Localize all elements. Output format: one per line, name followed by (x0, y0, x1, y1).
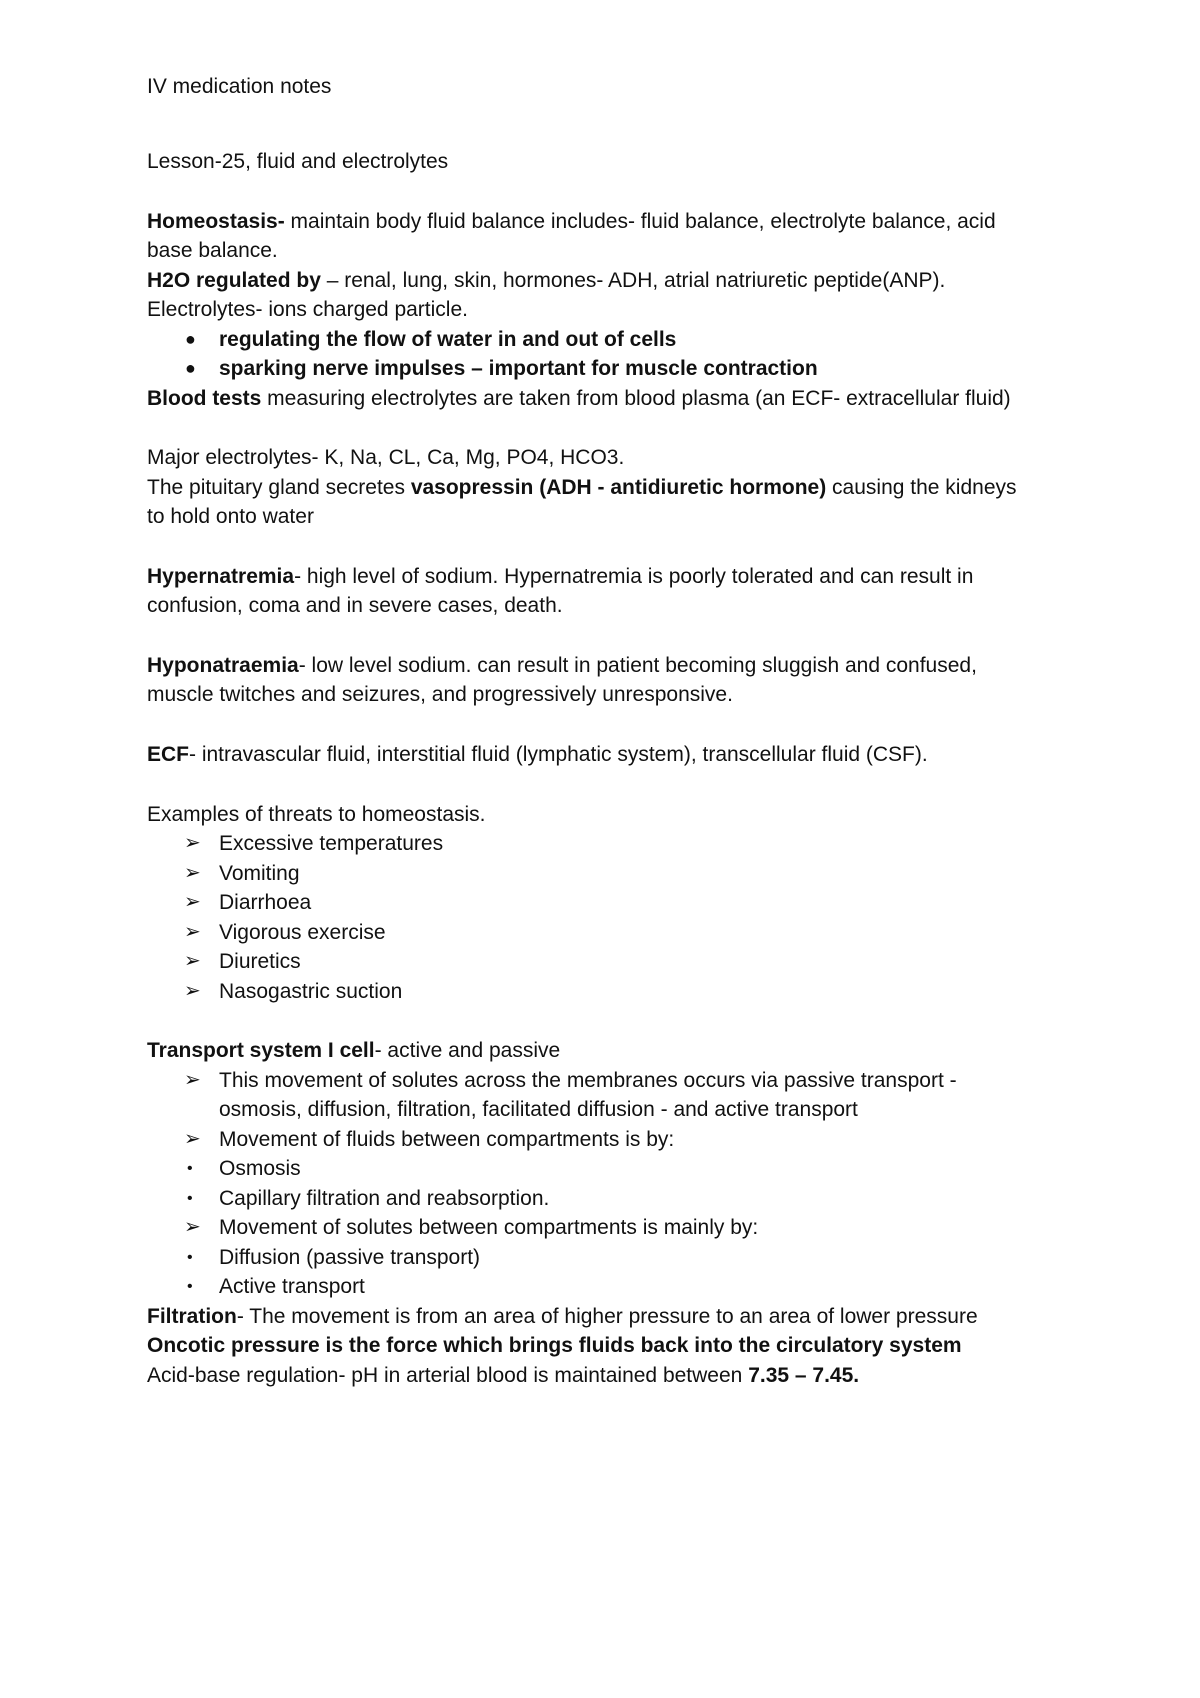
hypernatremia-text: - high level of sodium. Hypernatremia is poorly tolerated and can result in (294, 565, 974, 588)
h2o-term: H2O regulated by (147, 269, 321, 292)
pituitary-pre: The pituitary gland secretes (147, 476, 411, 499)
small-bullet-icon: • (187, 1278, 193, 1295)
acid-base-range: 7.35 – 7.45. (748, 1364, 860, 1387)
arrow-bullet-icon: ➢ (184, 950, 201, 972)
homeostasis-line-2: base balance. (147, 239, 278, 262)
arrow-bullet-icon: ➢ (184, 832, 201, 854)
transport-item-2: Movement of fluids between compartments is by: (219, 1128, 675, 1151)
threat-item: Vomiting (219, 862, 300, 885)
filtration-term: Filtration (147, 1305, 237, 1328)
oncotic-line: Oncotic pressure is the force which brings fluids back into the circulatory system (147, 1334, 962, 1357)
doc-title: IV medication notes (147, 75, 332, 98)
transport-line (147, 1036, 560, 1066)
electrolytes-line: Electrolytes- ions charged particle. (147, 298, 468, 321)
hypernatremia-line-1 (147, 562, 973, 592)
transport-item-1b: osmosis, diffusion, filtration, facilitated diffusion - and active transport (219, 1098, 858, 1121)
homeostasis-term: Homeostasis- (147, 210, 285, 233)
threat-item: Diarrhoea (219, 891, 312, 914)
sub-item: Capillary filtration and reabsorption. (219, 1187, 550, 1210)
ecf-text: - intravascular fluid, interstitial fluid (lymphatic system), transcellular fluid (CSF). (189, 743, 928, 766)
hypernatremia-term: Hypernatremia (147, 565, 295, 588)
acid-base-line (147, 1361, 859, 1391)
sub-item: Active transport (219, 1275, 365, 1298)
filtration-line (147, 1302, 978, 1332)
hyponatraemia-line-1 (147, 651, 977, 681)
threats-intro: Examples of threats to homeostasis. (147, 803, 486, 826)
blood-tests-line (147, 384, 1011, 414)
sub-item: Osmosis (219, 1157, 301, 1180)
bullet-dot-icon: ● (185, 329, 196, 349)
arrow-bullet-icon: ➢ (184, 862, 201, 884)
arrow-bullet-icon: ➢ (184, 1216, 201, 1238)
lesson-heading: Lesson-25, fluid and electrolytes (147, 150, 449, 173)
arrow-bullet-icon: ➢ (184, 1128, 201, 1150)
transport-text: - active and passive (374, 1039, 561, 1062)
hypernatremia-line-2: confusion, coma and in severe cases, death. (147, 594, 563, 617)
threat-item: Vigorous exercise (219, 921, 386, 944)
blood-tests-term: Blood tests (147, 387, 262, 410)
arrow-bullet-icon: ➢ (184, 921, 201, 943)
bullet-item: sparking nerve impulses – important for muscle contraction (219, 357, 818, 380)
pituitary-line-2: to hold onto water (147, 505, 314, 528)
ecf-term: ECF (147, 743, 189, 766)
sub-item: Diffusion (passive transport) (219, 1246, 481, 1269)
transport-item-3: Movement of solutes between compartments is mainly by: (219, 1216, 759, 1239)
hyponatraemia-line-2: muscle twitches and seizures, and progressively unresponsive. (147, 683, 733, 706)
transport-item-1a: This movement of solutes across the membranes occurs via passive transport - (219, 1069, 957, 1092)
pituitary-term: vasopressin (ADH - antidiuretic hormone) (410, 476, 827, 499)
threat-item: Excessive temperatures (219, 832, 444, 855)
bullet-item: regulating the flow of water in and out of cells (219, 328, 677, 351)
arrow-bullet-icon: ➢ (184, 1069, 201, 1091)
hyponatraemia-text: - low level sodium. can result in patient becoming sluggish and confused, (298, 654, 977, 677)
homeostasis-text: maintain body fluid balance includes- fluid balance, electrolyte balance, acid (284, 210, 996, 233)
acid-base-pre: Acid-base regulation- pH in arterial blood is maintained between (147, 1364, 749, 1387)
bullet-dot-icon: ● (185, 358, 196, 378)
arrow-bullet-icon: ➢ (184, 980, 201, 1002)
ecf-line (147, 740, 928, 770)
threat-item: Diuretics (219, 950, 301, 973)
pituitary-post: causing the kidneys (826, 476, 1017, 499)
transport-term: Transport system I cell (147, 1039, 375, 1062)
h2o-text: – renal, lung, skin, hormones- ADH, atrial natriuretic peptide(ANP). (320, 269, 946, 292)
filtration-text: - The movement is from an area of higher pressure to an area of lower pressure (236, 1305, 978, 1328)
hyponatraemia-term: Hyponatraemia (147, 654, 299, 677)
pituitary-line-1 (147, 473, 1017, 503)
small-bullet-icon: • (187, 1160, 193, 1177)
small-bullet-icon: • (187, 1190, 193, 1207)
homeostasis-line-1 (147, 207, 996, 237)
small-bullet-icon: • (187, 1249, 193, 1266)
major-electrolytes-line: Major electrolytes- K, Na, CL, Ca, Mg, PO4, HCO3. (147, 446, 625, 469)
threat-item: Nasogastric suction (219, 980, 403, 1003)
blood-tests-text: measuring electrolytes are taken from blood plasma (an ECF- extracellular fluid) (261, 387, 1011, 410)
arrow-bullet-icon: ➢ (184, 891, 201, 913)
h2o-line (147, 266, 945, 296)
